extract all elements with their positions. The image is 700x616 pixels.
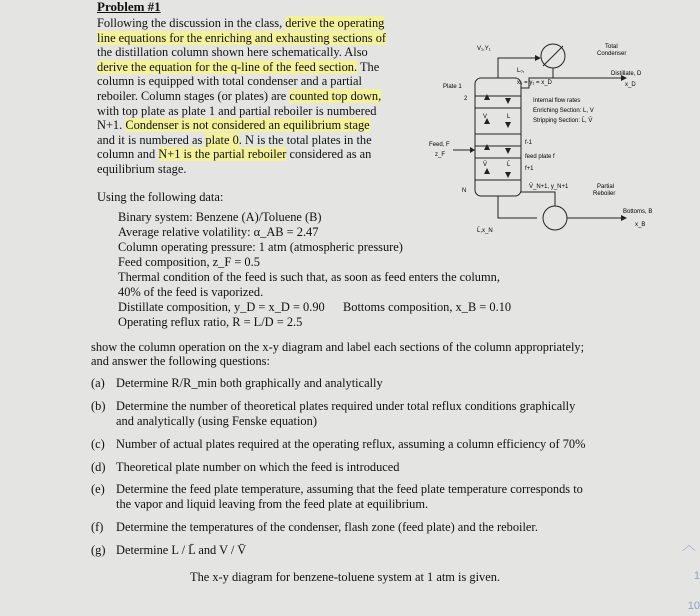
label-f-minus-1: f-1 [525, 140, 533, 146]
label-zf: z_F [435, 152, 446, 158]
intro-text: equilibrium stage. [97, 162, 187, 176]
label-xd: x_D [625, 82, 636, 88]
intro-line [97, 162, 186, 176]
intro-line [97, 74, 362, 88]
label-f-plus-1: f+1 [525, 166, 534, 172]
label-feed-plate: feed plate f [525, 154, 555, 160]
intro-text: . N is the total plates in the [238, 132, 372, 147]
page-number: 1 [693, 570, 700, 582]
highlighted-text: counted top down, [289, 89, 382, 103]
label-distillate: Distillate, D [611, 71, 642, 77]
question-e-label: (e) [91, 482, 105, 496]
intro-line [97, 118, 370, 132]
label-l-sym: L [507, 114, 511, 120]
intro-line [97, 104, 376, 118]
intro-text: column is equipped with total condenser and a partial [97, 74, 362, 89]
question-f-label: (f) [91, 520, 104, 534]
intro-text: considered as an [286, 147, 372, 162]
highlighted-text: Condenser is not considered an equilibrium stage [125, 118, 370, 133]
distillation-column-diagram [425, 30, 665, 260]
label-vbar-sym: V̄ [483, 162, 488, 168]
closing-line: The x-y diagram for benzene-toluene system at 1 atm is given. [190, 570, 501, 584]
data-vaporized: 40% of the feed is vaporized. [118, 285, 264, 299]
label-condenser: Condenser [597, 51, 627, 57]
intro-text: N+1. [97, 118, 126, 133]
highlighted-text: plate 0 [205, 132, 239, 147]
question-d-text: Theoretical plate number on which the feed is introduced [116, 460, 400, 474]
problem-title: Problem #1 [97, 0, 161, 14]
using-data-label: Using the following data: [97, 190, 224, 204]
data-bottoms-composition: Bottoms composition, x_B = 0.10 [343, 300, 512, 314]
intro-text: The [357, 59, 380, 74]
intro-line [97, 45, 368, 59]
intro-text: Following the discussion in the class, [97, 16, 286, 30]
intro-text: with top plate as plate 1 and partial reboiler is numbered [97, 103, 377, 118]
question-g-text: Determine L / L̄ and V / V̄ [116, 543, 247, 557]
question-e-text-1: Determine the feed plate temperature, assuming that the feed plate temperature corresponds to [116, 482, 583, 496]
intro-text: reboiler. Column stages (or plates) are [97, 89, 290, 103]
intro-line [97, 31, 386, 45]
intro-line [97, 89, 381, 103]
label-xb: x_B [635, 222, 646, 228]
label-total: Total [605, 44, 618, 50]
data-feed-composition: Feed composition, z_F = 0.5 [118, 255, 260, 269]
label-enriching: Enriching Section: L, V [533, 108, 594, 114]
intro-text: column and [97, 147, 159, 162]
label-plate-1: Plate 1 [443, 84, 462, 90]
question-b-label: (b) [91, 399, 106, 413]
highlighted-text: derive the equation for the q-line of the feed section. [97, 59, 358, 74]
question-g-label: (g) [91, 543, 106, 557]
question-b-text-2: and analytically (using Fenske equation) [116, 414, 317, 428]
question-c-label: (c) [91, 437, 105, 451]
label-reboiler: Reboiler [593, 191, 616, 197]
label-x0: x₀ = y₁ = x_D [517, 80, 552, 86]
label-vn1: V̄_N+1, y_N+1 [529, 184, 569, 190]
intro-text: and it is numbered as [97, 132, 206, 147]
label-l0: L₀, [517, 68, 525, 74]
intro-line [97, 133, 372, 147]
label-v1y1: V₁,Y₁ [477, 46, 491, 52]
chevron-up-icon[interactable]: ︿ [682, 539, 696, 554]
show-line-2: and answer the following questions: [91, 354, 270, 368]
question-d-label: (d) [91, 460, 106, 474]
question-a-text: Determine R/R_min both graphically and analytically [116, 376, 383, 390]
question-a-label: (a) [91, 376, 105, 390]
label-plate-2: 2 [464, 96, 468, 102]
question-c-text: Number of actual plates required at the operating reflux, assuming a column efficiency of 70% [116, 437, 586, 451]
label-lbar-sym: L̄ [507, 162, 511, 168]
intro-text: the distillation column shown here schematically. Also [97, 45, 368, 60]
intro-line [97, 60, 379, 74]
data-pressure: Column operating pressure: 1 atm (atmospheric pressure) [118, 240, 403, 254]
data-binary-system: Binary system: Benzene (A)/Toluene (B) [118, 210, 322, 224]
intro-line [97, 16, 384, 30]
data-reflux-ratio: Operating reflux ratio, R = L/D = 2.5 [118, 315, 303, 329]
data-relative-volatility: Average relative volatility: α_AB = 2.47 [118, 225, 319, 239]
data-thermal-condition: Thermal condition of the feed is such that, as soon as feed enters the column, [118, 270, 500, 284]
label-n: N [462, 188, 467, 194]
label-stripping: Stripping Section: L̄, V̄ [533, 118, 593, 124]
next-page-number[interactable]: 10 [687, 600, 700, 612]
label-internal-flow: Internal flow rates [533, 98, 581, 104]
label-bottoms: Bottoms, B [623, 209, 653, 215]
intro-line [97, 147, 371, 161]
show-line-1: show the column operation on the x-y diagram and label each sections of the column appropriately; [91, 340, 585, 354]
label-feed: Feed, F [429, 142, 450, 148]
question-e-text-2: the vapor and liquid leaving from the feed plate at equilibrium. [116, 497, 429, 511]
label-lnxn: L̄,x_N [477, 228, 493, 234]
label-partial: Partial [597, 184, 615, 190]
question-b-text-1: Determine the number of theoretical plates required under total reflux conditions graphically [116, 399, 576, 413]
question-f-text: Determine the temperatures of the condenser, flash zone (feed plate) and the reboiler. [116, 520, 538, 534]
data-distillate-composition: Distillate composition, y_D = x_D = 0.90 [118, 300, 325, 314]
highlighted-text: N+1 is the partial reboiler [158, 147, 287, 162]
label-v-sym: V [483, 114, 488, 120]
partial-reboiler [543, 206, 567, 230]
highlighted-text: line equations for the enriching and exhausting sections of [97, 30, 387, 45]
highlighted-text: derive the operating [285, 16, 385, 30]
